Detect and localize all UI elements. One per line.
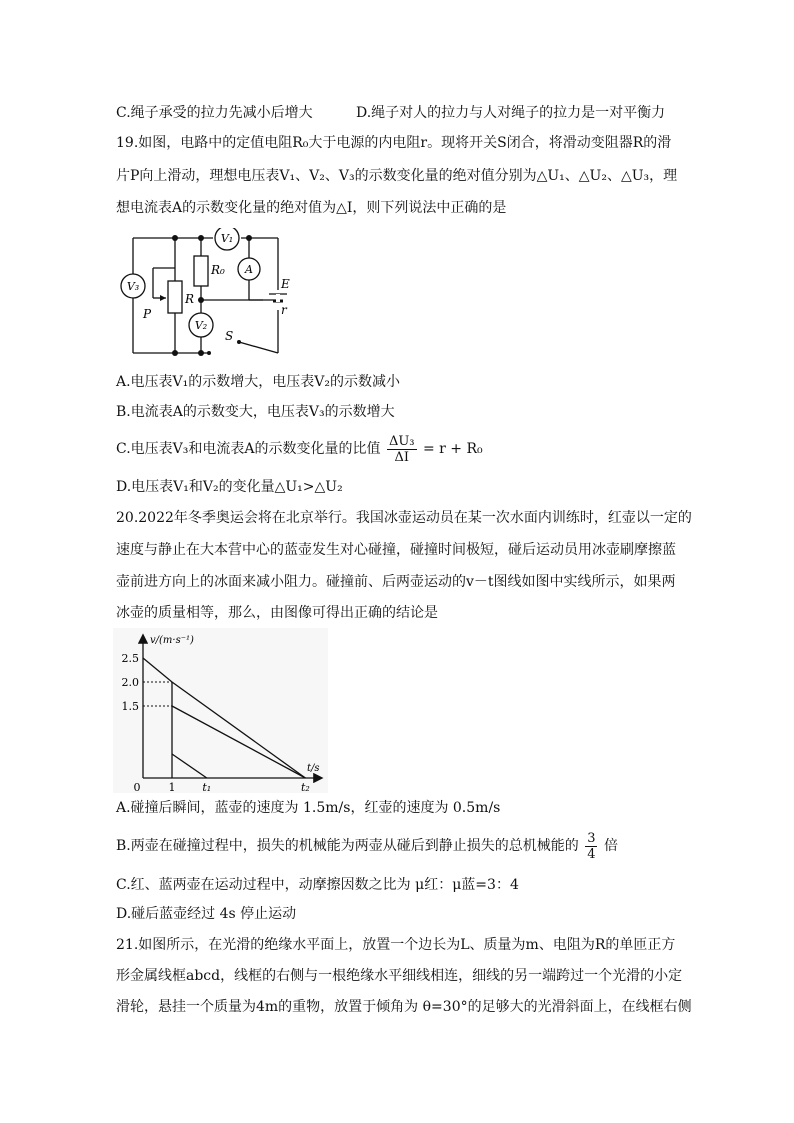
x-tick-label: t₂ — [300, 781, 310, 793]
q18-option-c: C.绳子承受的拉力先减小后增大 — [116, 105, 313, 121]
q18-option-d: D.绳子对人的拉力与人对绳子的拉力是一对平衡力 — [356, 105, 666, 121]
q20-option-b — [116, 829, 618, 863]
q21-stem-line-1: 21.如图所示，在光滑的绝缘水平面上，放置一个边长为L、质量为m、电阻为R的单匝正方 — [116, 937, 676, 953]
q20-option-b-prefix: B.两壶在碰撞过程中，损失的机械能为两壶从碰后到静止损失的总机械能的 — [116, 838, 579, 854]
q20-option-d: D.碰后蓝壶经过 4s 停止运动 — [116, 906, 297, 922]
q21-stem-line-2: 形金属线框abcd，线框的右侧与一根绝缘水平细线相连，细线的另一端跨过一个光滑的小定 — [116, 968, 683, 984]
x-tick-label: 1 — [168, 781, 176, 793]
q19-option-c-fraction — [387, 434, 417, 465]
q21-stem-line-3: 滑轮，悬挂一个质量为4m的重物，放置于倾角为 θ=30°的足够大的光滑斜面上，在线框右侧 — [116, 999, 692, 1015]
x-tick-label: t₁ — [202, 781, 212, 793]
v1-label: V₁ — [220, 232, 234, 245]
q20-stem-line-4: 冰壶的质量相等，那么，由图像可得出正确的结论是 — [116, 605, 438, 621]
r0-label: R₀ — [211, 263, 225, 277]
q19-option-c-denominator: ΔI — [394, 449, 409, 465]
q19-option-c — [116, 432, 483, 466]
q20-option-b-numerator: 3 — [587, 830, 596, 846]
x-axis-label: t/s — [307, 763, 320, 774]
q20-stem-line-2: 速度与静止在大本营中心的蓝壶发生对心碰撞，碰撞时间极短，碰后运动员用冰壶刷摩擦蓝 — [116, 542, 676, 558]
circuit-diagram — [113, 228, 298, 358]
y-tick-label: 1.5 — [121, 700, 139, 713]
switch-label: S — [225, 329, 234, 343]
q19-option-a: A.电压表V₁的示数增大，电压表V₂的示数减小 — [116, 374, 401, 390]
q20-option-c: C.红、蓝两壶在运动过程中，动摩擦因数之比为 μ红：μ蓝=3：4 — [116, 877, 519, 893]
rheostat-label: R — [185, 292, 195, 306]
v3-label: V₃ — [126, 280, 140, 293]
q20-option-b-fraction — [585, 831, 597, 862]
q19-option-b: B.电流表A的示数变大，电压表V₃的示数增大 — [116, 404, 395, 420]
x-tick-label: 0 — [133, 781, 141, 793]
q20-option-b-suffix: 倍 — [603, 838, 618, 854]
q19-option-c-numerator: ΔU₃ — [388, 433, 415, 449]
q19-stem-line-2: 片P向上滑动，理想电压表V₁、V₂、V₃的示数变化量的绝对值分别为△U₁、△U₂、△U₃，理 — [116, 168, 678, 184]
vt-chart — [113, 628, 328, 793]
y-axis-label: v/(m·s⁻¹) — [150, 635, 194, 646]
q19-option-c-prefix: C.电压表V₃和电流表A的示数变化量的比值 — [116, 441, 381, 457]
q19-stem-line-3: 想电流表A的示数变化量的绝对值为△I，则下列说法中正确的是 — [116, 200, 507, 216]
ammeter-label: A — [245, 263, 253, 276]
q20-stem-line-3: 壶前进方向上的冰面来减小阻力。碰撞前、后两壶运动的v－t图线如图中实线所示，如果两 — [116, 574, 676, 590]
v2-label: V₂ — [194, 319, 208, 332]
internal-r-label: r — [281, 303, 287, 317]
y-tick-label: 2.5 — [121, 652, 139, 665]
q19-option-d: D.电压表V₁和V₂的变化量△U₁>△U₂ — [116, 479, 343, 495]
q20-option-b-denominator: 4 — [587, 846, 596, 862]
emf-label: E — [281, 277, 290, 291]
y-tick-label: 2.0 — [121, 676, 139, 689]
q20-option-a: A.碰撞后瞬间，蓝壶的速度为 1.5m/s，红壶的速度为 0.5m/s — [116, 800, 501, 816]
q20-stem-line-1: 20.2022年冬季奥运会将在北京举行。我国冰壶运动员在某一次水面内训练时，红壶以一定的 — [116, 510, 692, 526]
slider-label: P — [143, 307, 152, 321]
q19-option-c-suffix: = r + R₀ — [422, 441, 483, 457]
q19-stem-line-1: 19.如图，电路中的定值电阻R₀大于电源的内电阻r。现将开关S闭合，将滑动变阻器R的滑 — [116, 135, 672, 151]
